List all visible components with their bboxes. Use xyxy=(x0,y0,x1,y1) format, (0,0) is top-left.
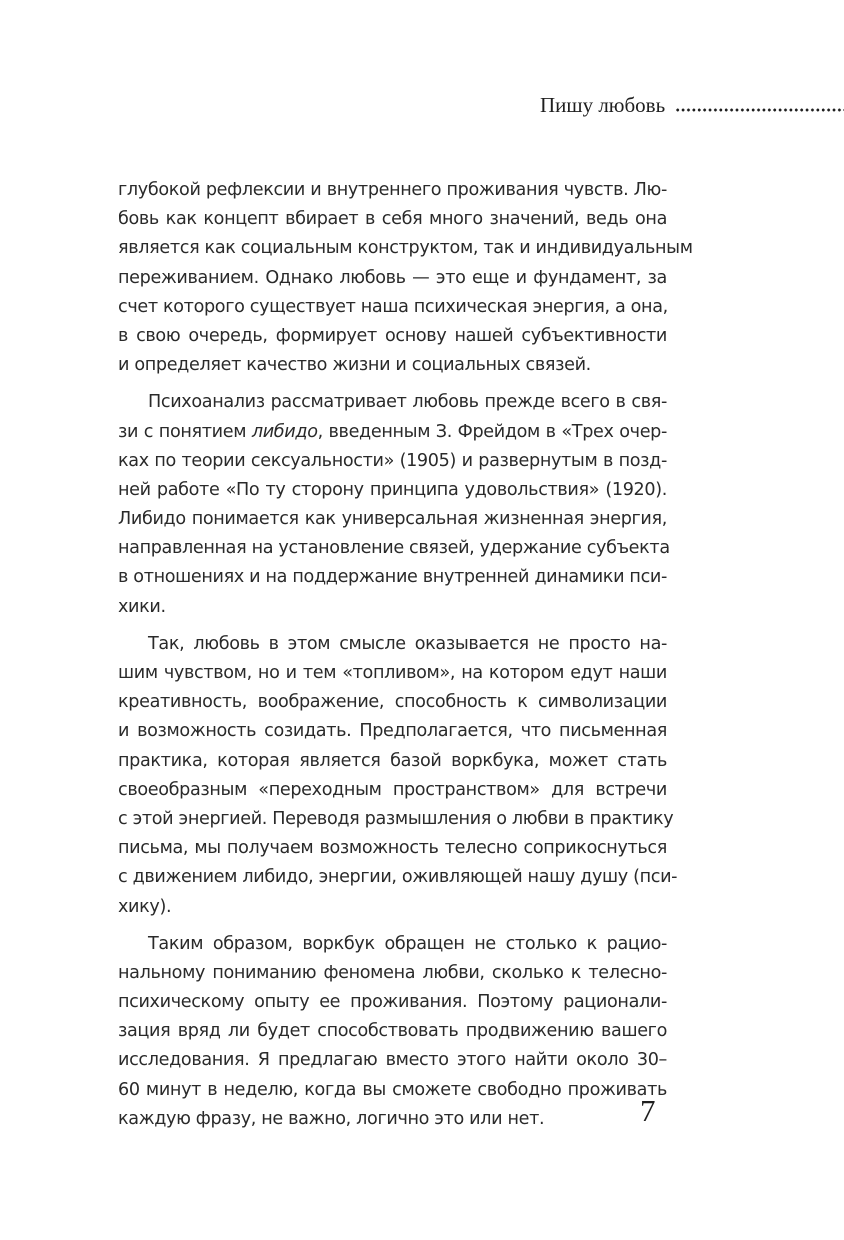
text-line: Таким образом, воркбук обращен не столько к рацио- xyxy=(148,933,667,954)
text-line: ней работе «По ту сторону принципа удовольствия» (1920). xyxy=(118,479,667,500)
text-line: Либидо понимается как универсальная жизненная энергия, xyxy=(118,509,667,530)
text-line: и возможность созидать. Предполагается, что письменная xyxy=(118,721,667,742)
text-line: психическому опыту ее проживания. Поэтому рационали- xyxy=(118,992,667,1013)
text-line: хику). xyxy=(118,896,172,917)
text-line: ках по теории сексуальности» (1905) и развернутым в позд- xyxy=(118,450,667,471)
text-line: исследования. Я предлагаю вместо этого найти около 30– xyxy=(118,1050,667,1071)
text-line: Так, любовь в этом смысле оказывается не просто на- xyxy=(148,633,667,654)
paragraph xyxy=(118,176,693,380)
text-line: счет которого существует наша психическая энергия, а она, xyxy=(118,296,668,317)
text-line: своеобразным «переходным пространством» для встречи xyxy=(118,779,667,800)
text-line: 60 минут в неделю, когда вы сможете свободно проживать xyxy=(118,1079,667,1100)
text-line: практика, которая является базой воркбука, может стать xyxy=(118,750,667,771)
italic-term: либидо xyxy=(251,421,318,442)
text-line: и определяет качество жизни и социальных связей. xyxy=(118,355,591,376)
text-line: в свою очередь, формирует основу нашей субъективности xyxy=(118,325,667,346)
running-title: Пишу любовь xyxy=(540,92,666,117)
paragraph xyxy=(118,388,670,622)
running-header xyxy=(540,88,844,122)
dotted-leader xyxy=(675,107,844,113)
text-line: направленная на установление связей, удержание субъекта xyxy=(118,538,670,559)
page-number: 7 xyxy=(640,1093,656,1128)
text-line: письма, мы получаем возможность телесно соприкоснуться xyxy=(118,838,667,859)
text-line: с движением либидо, энергии, оживляющей нашу душу (пси- xyxy=(118,867,678,888)
text-line: креативность, воображение, способность к символизации xyxy=(118,692,667,713)
text-line: в отношениях и на поддержание внутренней динамики пси- xyxy=(118,567,667,588)
paragraph xyxy=(118,630,678,922)
text-line: шим чувством, но и тем «топливом», на котором едут наши xyxy=(118,663,667,683)
text-line: зация вряд ли будет способствовать продвижению вашего xyxy=(118,1021,667,1042)
text-line: каждую фразу, не важно, логично это или нет. xyxy=(118,1108,545,1129)
text-line: зи с понятием либидо, введенным З. Фрейдом в «Трех очер- xyxy=(118,421,667,442)
text-line: глубокой рефлексии и внутреннего проживания чувств. Лю- xyxy=(118,180,667,200)
text-line: является как социальным конструктом, так и индивидуальным xyxy=(118,238,693,259)
body-text xyxy=(118,176,693,1142)
text-line: бовь как концепт вбирает в себя много значений, ведь она xyxy=(118,209,667,230)
text-line: с этой энергией. Переводя размышления о любви в практику xyxy=(118,808,674,829)
text-line: переживанием. Однако любовь — это еще и фундамент, за xyxy=(118,267,667,288)
text-line: хики. xyxy=(118,596,166,617)
paragraph xyxy=(118,930,667,1134)
text-line: Психоанализ рассматривает любовь прежде всего в свя- xyxy=(148,392,667,413)
text-line: нальному пониманию феномена любви, сколько к телесно- xyxy=(118,962,667,983)
